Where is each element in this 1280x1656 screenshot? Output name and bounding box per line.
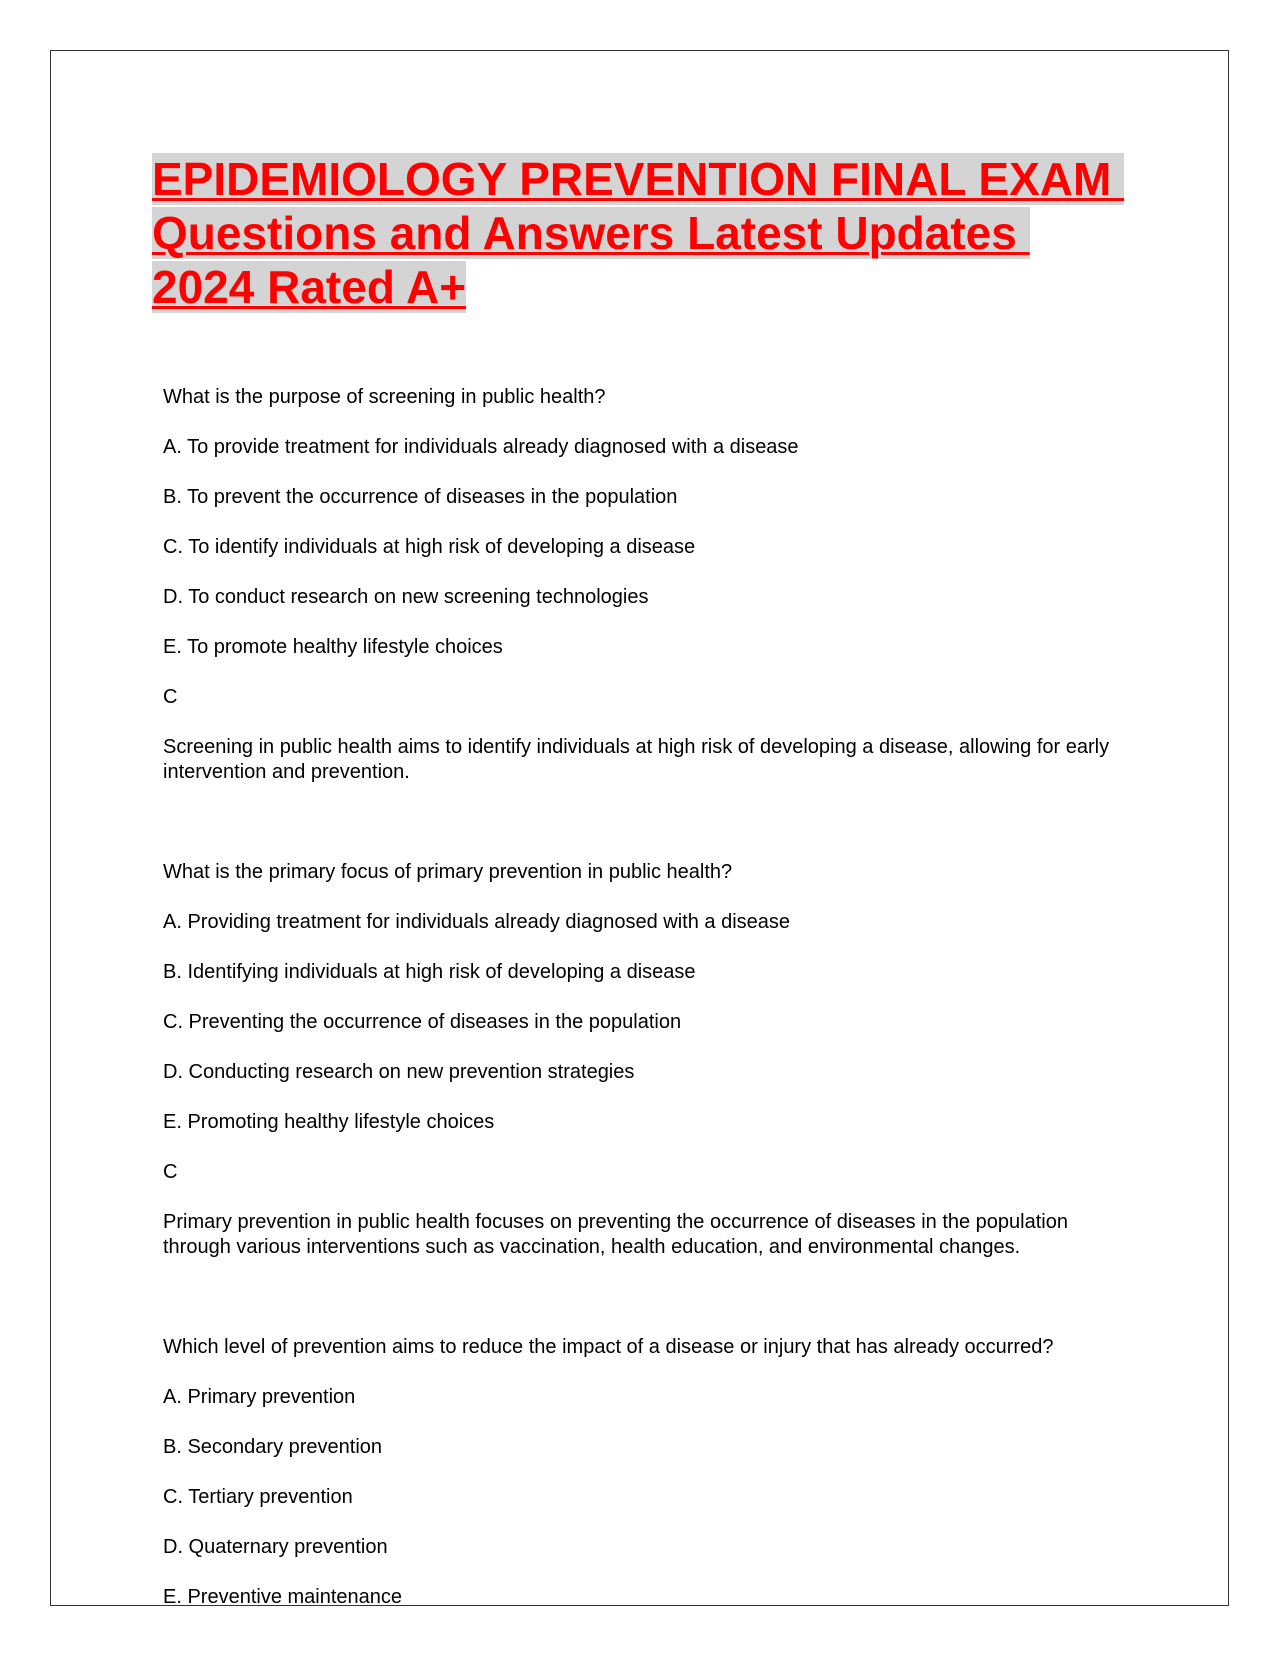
option-d: D. Conducting research on new prevention strategies bbox=[163, 1061, 635, 1083]
option-b: B. Identifying individuals at high risk of developing a disease bbox=[163, 961, 696, 983]
explanation-text: Screening in public health aims to identify individuals at high risk of developing a disease, allowing for early intervention and prevention. bbox=[163, 736, 1110, 783]
question-text: What is the primary focus of primary prevention in public health? bbox=[163, 861, 733, 883]
question-text: What is the purpose of screening in public health? bbox=[163, 386, 606, 408]
document-title bbox=[152, 152, 1152, 314]
option-c: C. To identify individuals at high risk of developing a disease bbox=[163, 536, 696, 558]
questions-content bbox=[163, 385, 1123, 1635]
question-block-2 bbox=[163, 860, 1123, 1260]
option-b: B. Secondary prevention bbox=[163, 1436, 383, 1458]
option-d: D. Quaternary prevention bbox=[163, 1536, 388, 1558]
option-c: C. Tertiary prevention bbox=[163, 1486, 353, 1508]
option-a: A. Providing treatment for individuals already diagnosed with a disease bbox=[163, 911, 791, 933]
title-line-2: Questions and Answers Latest Updates bbox=[152, 207, 1030, 259]
option-a: A. To provide treatment for individuals already diagnosed with a disease bbox=[163, 436, 799, 458]
option-e: E. Preventive maintenance bbox=[163, 1586, 403, 1608]
option-e: E. Promoting healthy lifestyle choices bbox=[163, 1111, 495, 1133]
option-e: E. To promote healthy lifestyle choices bbox=[163, 636, 503, 658]
option-b: B. To prevent the occurrence of diseases in the population bbox=[163, 486, 678, 508]
title-line-3: 2024 Rated A+ bbox=[152, 261, 467, 313]
explanation-text: Primary prevention in public health focuses on preventing the occurrence of diseases in the population through various interventions such as vaccination, health education, and environmental changes. bbox=[163, 1211, 1068, 1258]
question-block-1 bbox=[163, 385, 1123, 785]
option-c: C. Preventing the occurrence of diseases in the population bbox=[163, 1011, 682, 1033]
question-text: Which level of prevention aims to reduce the impact of a disease or injury that has already occurred? bbox=[163, 1336, 1054, 1358]
option-d: D. To conduct research on new screening technologies bbox=[163, 586, 649, 608]
title-line-1: EPIDEMIOLOGY PREVENTION FINAL EXAM bbox=[152, 153, 1125, 205]
option-a: A. Primary prevention bbox=[163, 1386, 356, 1408]
answer-text: C bbox=[163, 1161, 178, 1183]
answer-text: C bbox=[163, 686, 178, 708]
spacer bbox=[163, 1260, 1123, 1335]
question-block-3 bbox=[163, 1335, 1123, 1610]
spacer bbox=[163, 785, 1123, 860]
